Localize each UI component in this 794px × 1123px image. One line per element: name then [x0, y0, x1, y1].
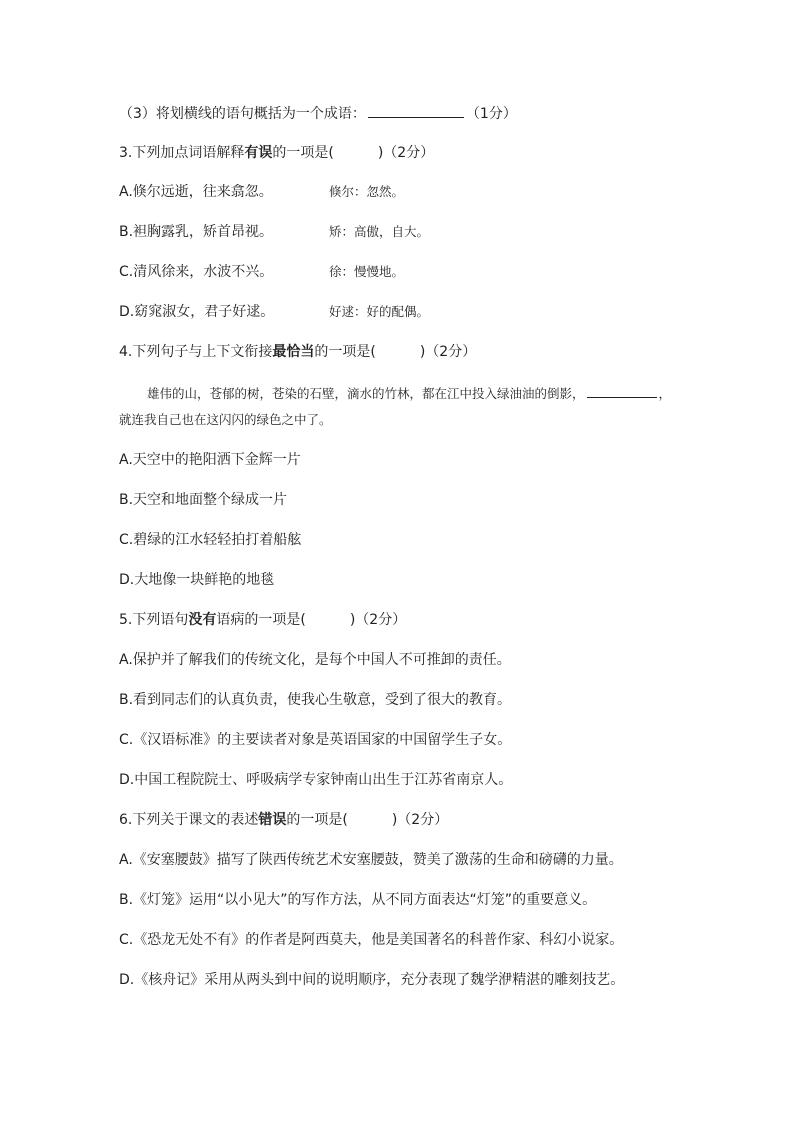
answer-blank[interactable]	[368, 103, 464, 118]
question-5-option-d: D.中国工程院院士、呼吸病学专家钟南山出生于江苏省南京人。	[119, 772, 513, 788]
passage-blank[interactable]	[587, 383, 657, 398]
stem-emphasis: 没有	[188, 612, 217, 628]
stem-text: 的一项是(	[314, 344, 376, 360]
question-5-option-b: B.看到同志们的认真负责，使我心生敬意，受到了很大的教育。	[119, 692, 512, 708]
stem-text: 语病的一项是(	[216, 612, 306, 628]
question-3-stem	[119, 143, 434, 163]
option-text: C.清风徐来，水波不兴。	[119, 264, 274, 280]
stem-text: 6.下列关于课文的表述	[119, 812, 259, 828]
stem-text: 3.下列加点词语解释	[119, 145, 245, 161]
question-6-option-b: B.《灯笼》运用“以小见大”的写作方法，从不同方面表达“灯笼”的重要意义。	[119, 892, 597, 908]
question-4-option-c: C.碧绿的江水轻轻拍打着船舷	[119, 532, 302, 548]
stem-emphasis: 错误	[258, 812, 287, 828]
question-5-option-a: A.保护并了解我们的传统文化，是每个中国人不可推卸的责任。	[119, 652, 511, 668]
option-text: D.窈窕淑女，君子好逑。	[119, 304, 275, 320]
option-note: 徐：慢慢地。	[329, 264, 405, 279]
passage-text: ，	[658, 386, 672, 401]
stem-text: 4.下列句子与上下文衔接	[119, 344, 273, 360]
question-2-3-points: （1分）	[465, 106, 517, 122]
question-6-option-c: C.《恐龙无处不有》的作者是阿西莫夫，他是美国著名的科普作家、科幻小说家。	[119, 932, 624, 948]
option-note: 好逑：好的配偶。	[329, 304, 430, 319]
option-text: A.倏尔远逝，往来翕忽。	[119, 184, 273, 200]
question-3-option-d	[119, 302, 430, 322]
question-4-option-b: B.天空和地面整个绿成一片	[119, 492, 288, 508]
stem-text: 5.下列语句	[119, 612, 189, 628]
option-text: B.袒胸露乳，矫首昂视。	[119, 224, 274, 240]
question-6-option-a: A.《安塞腰鼓》描写了陕西传统艺术安塞腰鼓，赞美了激荡的生命和磅礴的力量。	[119, 852, 623, 868]
stem-points: )（2分）	[419, 344, 477, 360]
stem-emphasis: 有误	[244, 145, 273, 161]
question-5-option-c: C.《汉语标准》的主要读者对象是英语国家的中国留学生子女。	[119, 732, 512, 748]
question-6-stem	[119, 810, 448, 830]
stem-text: 的一项是(	[272, 145, 334, 161]
stem-points: )（2分）	[391, 812, 449, 828]
option-note: 倏尔：忽然。	[329, 184, 405, 199]
question-2-3-text: （3）将划横线的语句概括为一个成语：	[119, 106, 366, 122]
stem-points: )（2分）	[377, 145, 435, 161]
question-3-option-a	[119, 182, 405, 202]
question-3-option-c	[119, 262, 405, 282]
passage-text: 就连我自己也在这闪闪的绿色之中了。	[119, 412, 332, 427]
stem-points: )（2分）	[349, 612, 407, 628]
question-3-option-b	[119, 222, 430, 242]
option-note: 矫：高傲，自大。	[329, 224, 430, 239]
passage-text: 雄伟的山，苍郁的树，苍染的石壁，滴水的竹林，都在江中投入绿油油的倒影，	[147, 386, 585, 401]
question-4-stem	[119, 342, 476, 362]
stem-emphasis: 最恰当	[272, 344, 315, 360]
passage-line-2	[119, 410, 332, 430]
question-2-3	[119, 103, 517, 124]
question-4-option-a: A.天空中的艳阳洒下金辉一片	[119, 452, 301, 468]
passage-line-1	[147, 383, 671, 404]
question-6-option-d: D.《核舟记》采用从两头到中间的说明顺序，充分表现了魏学洢精湛的雕刻技艺。	[119, 972, 625, 988]
question-5-stem	[119, 610, 406, 630]
stem-text: 的一项是(	[286, 812, 348, 828]
question-4-option-d: D.大地像一块鲜艳的地毯	[119, 572, 275, 588]
